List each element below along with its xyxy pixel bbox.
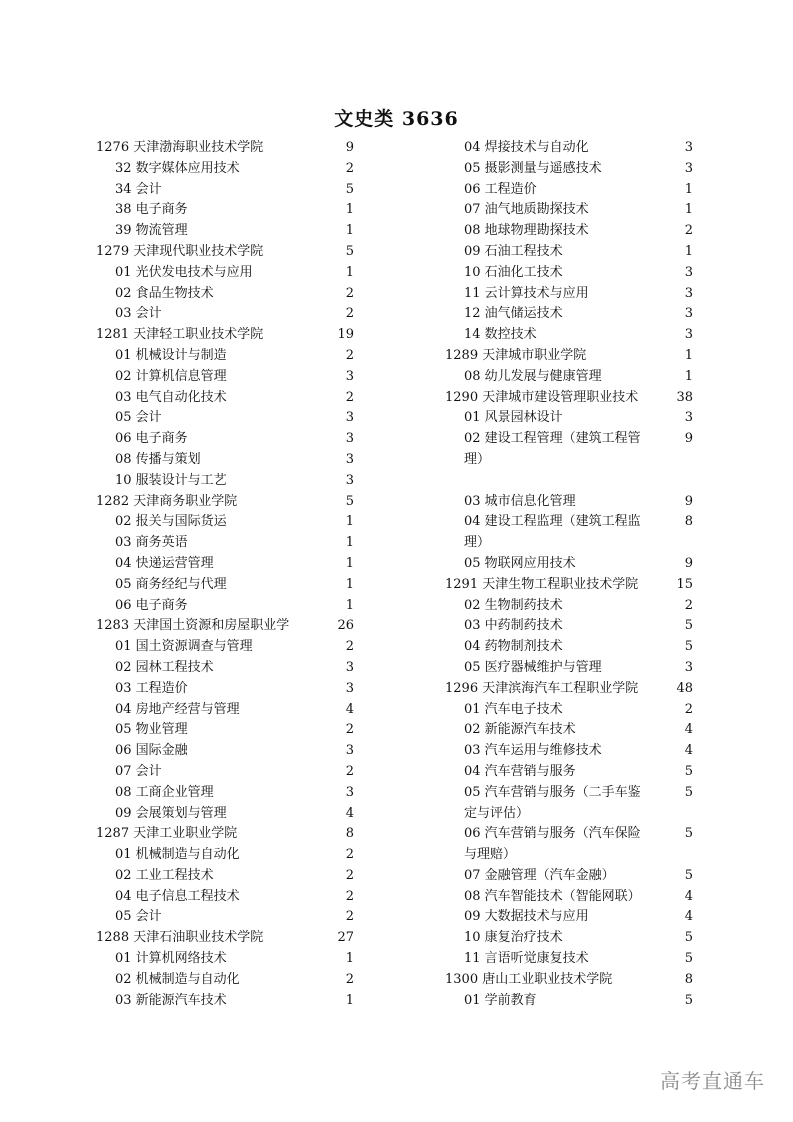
major-row (96, 887, 354, 908)
plan-count: 3 (345, 451, 354, 467)
major-row (445, 887, 693, 908)
major-row (96, 429, 354, 450)
plan-count: 3 (345, 472, 354, 488)
major-row (96, 658, 354, 679)
major-name: 06 电子商务 (115, 597, 188, 613)
plan-count: 1 (684, 181, 693, 197)
major-row (445, 159, 693, 180)
major-name: 01 计算机网络技术 (115, 951, 227, 967)
school-row (96, 616, 354, 637)
plan-count: 2 (345, 763, 354, 779)
major-name: 06 电子商务 (115, 431, 188, 447)
plan-count: 27 (337, 930, 354, 946)
plan-count: 1 (345, 555, 354, 571)
plan-count: 3 (684, 264, 693, 280)
right-column (445, 138, 693, 1011)
plan-count: 9 (684, 431, 693, 447)
major-row (445, 866, 693, 887)
plan-count: 3 (345, 743, 354, 759)
major-name: 05 商务经纪与代理 (115, 576, 227, 592)
major-name: 02 园林工程技术 (115, 659, 214, 675)
major-row (96, 450, 354, 471)
major-name: 05 摄影测量与遥感技术 (464, 160, 602, 176)
school-row (445, 575, 693, 596)
plan-count: 2 (684, 701, 693, 717)
plan-count: 2 (345, 722, 354, 738)
plan-count: 3 (345, 431, 354, 447)
major-name: 02 工业工程技术 (115, 867, 214, 883)
plan-count: 15 (676, 576, 693, 592)
major-row (96, 991, 354, 1012)
major-row (445, 408, 693, 429)
major-row (96, 907, 354, 928)
plan-count: 1 (345, 992, 354, 1008)
major-name: 02 计算机信息管理 (115, 368, 227, 384)
major-row (445, 200, 693, 221)
major-row (96, 596, 354, 617)
major-name: 05 物业管理 (115, 722, 188, 738)
major-row (445, 637, 693, 658)
plan-count: 1 (684, 368, 693, 384)
major-name: 02 建设工程管理（建筑工程管理） (464, 431, 641, 467)
major-name: 04 电子信息工程技术 (115, 888, 240, 904)
major-name: 05 医疗器械维护与管理 (464, 659, 602, 675)
plan-count: 5 (684, 784, 693, 800)
major-row (445, 783, 693, 825)
school-name: 1300 唐山工业职业技术学院 (445, 971, 613, 987)
school-row (96, 242, 354, 263)
major-row (96, 200, 354, 221)
major-name: 04 建设工程监理（建筑工程监理） (464, 514, 641, 551)
major-row (445, 304, 693, 325)
school-row (96, 325, 354, 346)
major-name: 08 传播与策划 (115, 451, 201, 467)
major-name: 04 焊接技术与自动化 (464, 140, 589, 155)
major-row (96, 637, 354, 658)
major-name: 08 幼儿发展与健康管理 (464, 368, 602, 384)
plan-count: 1 (345, 576, 354, 592)
plan-count: 5 (684, 951, 693, 967)
major-row (96, 408, 354, 429)
major-name: 05 汽车营销与服务（二手车鉴定与评估） (464, 784, 641, 821)
major-row (445, 720, 693, 741)
school-name: 1296 天津滨海汽车工程职业学院 (445, 680, 639, 696)
plan-count: 2 (345, 389, 354, 405)
major-row (96, 762, 354, 783)
watermark-logo: 高考直通车 (660, 1069, 765, 1093)
major-row (445, 700, 693, 721)
major-row (445, 367, 693, 388)
major-name: 06 汽车营销与服务（汽车保险与理赔） (464, 826, 641, 863)
plan-count: 38 (676, 389, 693, 405)
plan-count: 2 (345, 160, 354, 176)
major-name: 01 汽车电子技术 (464, 701, 563, 717)
major-name: 07 油气地质勘探技术 (464, 202, 589, 218)
major-row (96, 159, 354, 180)
major-row (96, 700, 354, 721)
major-name: 04 房地产经营与管理 (115, 701, 240, 717)
major-row (445, 242, 693, 263)
school-name: 1290 天津城市建设管理职业技术 (445, 389, 639, 405)
major-row (96, 949, 354, 970)
major-row (445, 616, 693, 637)
plan-count: 2 (345, 306, 354, 322)
major-row (445, 512, 693, 554)
plan-count: 9 (684, 555, 693, 571)
plan-count: 5 (684, 826, 693, 842)
major-name: 05 物联网应用技术 (464, 555, 576, 571)
major-row (445, 325, 693, 346)
school-name: 1288 天津石油职业技术学院 (96, 930, 264, 946)
major-row (96, 388, 354, 409)
major-name: 03 电气自动化技术 (115, 389, 227, 405)
major-name: 02 机械制造与自动化 (115, 971, 240, 987)
major-name: 06 国际金融 (115, 743, 188, 759)
major-name: 06 工程造价 (464, 181, 537, 197)
plan-count: 4 (684, 722, 693, 738)
major-row (445, 138, 693, 159)
plan-count: 4 (684, 743, 693, 759)
major-row (96, 221, 354, 242)
plan-count: 1 (684, 243, 693, 259)
school-name: 1289 天津城市职业学院 (445, 347, 587, 363)
school-row (96, 492, 354, 513)
school-name: 1282 天津商务职业学院 (96, 493, 238, 509)
school-name: 1281 天津轻工职业技术学院 (96, 327, 264, 343)
major-name: 05 会计 (115, 909, 162, 925)
major-name: 03 新能源汽车技术 (115, 992, 227, 1008)
plan-count: 1 (345, 202, 354, 218)
major-row (445, 762, 693, 783)
plan-count: 2 (345, 847, 354, 863)
plan-count: 2 (345, 971, 354, 987)
major-name: 04 快递运营管理 (115, 555, 214, 571)
major-row (96, 367, 354, 388)
plan-count: 5 (684, 992, 693, 1008)
plan-count: 5 (684, 639, 693, 655)
major-name: 34 会计 (115, 181, 162, 197)
plan-count: 2 (345, 909, 354, 925)
plan-count: 4 (345, 805, 354, 821)
major-name: 32 数字媒体应用技术 (115, 160, 240, 176)
major-name: 02 食品生物技术 (115, 285, 214, 301)
major-row (445, 824, 693, 866)
major-row (96, 575, 354, 596)
major-name: 12 油气储运技术 (464, 306, 563, 322)
major-name: 09 大数据技术与应用 (464, 909, 589, 925)
major-name: 01 风景园林设计 (464, 410, 563, 426)
plan-count: 2 (345, 347, 354, 363)
major-name: 10 石油化工技术 (464, 264, 563, 280)
plan-count: 3 (684, 327, 693, 343)
plan-count: 19 (337, 327, 354, 343)
major-name: 02 生物制药技术 (464, 597, 563, 613)
major-name: 03 会计 (115, 306, 162, 322)
plan-count: 1 (345, 597, 354, 613)
major-name: 07 会计 (115, 763, 162, 779)
plan-count: 2 (684, 597, 693, 613)
major-row (96, 533, 354, 554)
plan-count: 1 (345, 264, 354, 280)
school-row (445, 970, 693, 991)
page-title: 文史类 3636 (334, 108, 459, 130)
major-name: 04 汽车营销与服务 (464, 763, 576, 779)
major-row (445, 263, 693, 284)
major-row (96, 554, 354, 575)
major-row (445, 991, 693, 1012)
school-row (96, 138, 354, 159)
school-row (96, 824, 354, 845)
plan-count: 2 (345, 888, 354, 904)
plan-count: 1 (345, 514, 354, 530)
plan-count: 3 (684, 160, 693, 176)
plan-count: 5 (345, 243, 354, 259)
major-row (445, 658, 693, 679)
plan-count: 3 (684, 140, 693, 155)
major-row (445, 928, 693, 949)
major-row (445, 741, 693, 762)
school-name: 1276 天津渤海职业技术学院 (96, 140, 264, 155)
major-name: 04 药物制剂技术 (464, 639, 563, 655)
plan-count: 5 (345, 493, 354, 509)
plan-count: 3 (345, 680, 354, 696)
major-row (96, 679, 354, 700)
plan-count: 8 (684, 514, 693, 530)
major-row (96, 263, 354, 284)
major-row (96, 512, 354, 533)
plan-count: 5 (684, 867, 693, 883)
major-name: 03 商务英语 (115, 535, 188, 551)
plan-count: 3 (345, 368, 354, 384)
plan-count: 3 (684, 410, 693, 426)
major-name: 03 城市信息化管理 (464, 493, 576, 509)
major-row (96, 471, 354, 492)
major-row (445, 554, 693, 575)
major-name: 08 工商企业管理 (115, 784, 214, 800)
plan-count: 2 (684, 223, 693, 239)
plan-count: 1 (345, 951, 354, 967)
school-row (96, 928, 354, 949)
major-name: 02 新能源汽车技术 (464, 722, 576, 738)
school-row (445, 346, 693, 367)
school-name: 1279 天津现代职业技术学院 (96, 243, 264, 259)
plan-count: 3 (684, 659, 693, 675)
plan-count: 4 (345, 701, 354, 717)
major-name: 07 金融管理（汽车金融） (464, 867, 615, 883)
major-row (445, 429, 693, 491)
major-name: 01 学前教育 (464, 992, 537, 1008)
plan-count: 3 (345, 410, 354, 426)
major-row (445, 221, 693, 242)
major-row (96, 804, 354, 825)
plan-count: 1 (345, 535, 354, 551)
plan-count: 3 (684, 306, 693, 322)
major-name: 08 地球物理勘探技术 (464, 223, 589, 239)
plan-count: 26 (337, 618, 354, 634)
major-row (445, 492, 693, 513)
major-name: 08 汽车智能技术（智能网联） (464, 888, 641, 904)
major-row (96, 970, 354, 991)
plan-count: 3 (345, 784, 354, 800)
plan-count: 3 (684, 285, 693, 301)
major-row (445, 284, 693, 305)
plan-count: 2 (345, 867, 354, 883)
plan-count: 1 (684, 202, 693, 218)
plan-count: 5 (345, 181, 354, 197)
major-row (96, 284, 354, 305)
plan-count: 2 (345, 639, 354, 655)
major-row (96, 845, 354, 866)
plan-count: 2 (345, 285, 354, 301)
major-name: 09 石油工程技术 (464, 243, 563, 259)
major-name: 14 数控技术 (464, 327, 537, 343)
major-name: 01 光伏发电技术与应用 (115, 264, 253, 280)
major-name: 10 康复治疗技术 (464, 930, 563, 946)
plan-count: 8 (684, 971, 693, 987)
plan-count: 4 (684, 888, 693, 904)
major-name: 01 国土资源调查与管理 (115, 639, 253, 655)
major-row (445, 949, 693, 970)
plan-count: 5 (684, 930, 693, 946)
plan-count: 48 (676, 680, 693, 696)
plan-count: 3 (345, 659, 354, 675)
major-name: 09 会展策划与管理 (115, 805, 227, 821)
major-name: 03 中药制药技术 (464, 618, 563, 634)
plan-count: 9 (684, 493, 693, 509)
plan-count: 1 (684, 347, 693, 363)
plan-count: 5 (684, 763, 693, 779)
major-row (96, 741, 354, 762)
major-row (96, 180, 354, 201)
school-name: 1287 天津工业职业学院 (96, 826, 238, 842)
plan-count: 4 (684, 909, 693, 925)
major-row (445, 180, 693, 201)
major-row (96, 866, 354, 887)
major-name: 03 汽车运用与维修技术 (464, 743, 602, 759)
major-row (96, 720, 354, 741)
major-name: 38 电子商务 (115, 202, 188, 218)
major-name: 11 云计算技术与应用 (464, 285, 589, 301)
plan-count: 1 (345, 223, 354, 239)
major-name: 01 机械设计与制造 (115, 347, 227, 363)
school-row (445, 679, 693, 700)
major-name: 11 言语听觉康复技术 (464, 951, 589, 967)
major-name: 01 机械制造与自动化 (115, 847, 240, 863)
major-row (445, 596, 693, 617)
major-name: 10 服装设计与工艺 (115, 472, 227, 488)
major-row (445, 907, 693, 928)
major-name: 05 会计 (115, 410, 162, 426)
school-name: 1291 天津生物工程职业技术学院 (445, 576, 639, 592)
left-column (96, 138, 354, 1011)
plan-count: 9 (345, 140, 354, 155)
major-name: 39 物流管理 (115, 223, 188, 239)
plan-count: 5 (684, 618, 693, 634)
major-row (96, 346, 354, 367)
major-name: 02 报关与国际货运 (115, 514, 227, 530)
school-row (445, 388, 693, 409)
school-name: 1283 天津国土资源和房屋职业学 (96, 618, 290, 634)
plan-count: 8 (345, 826, 354, 842)
major-row (96, 304, 354, 325)
major-row (96, 783, 354, 804)
major-name: 03 工程造价 (115, 680, 188, 696)
